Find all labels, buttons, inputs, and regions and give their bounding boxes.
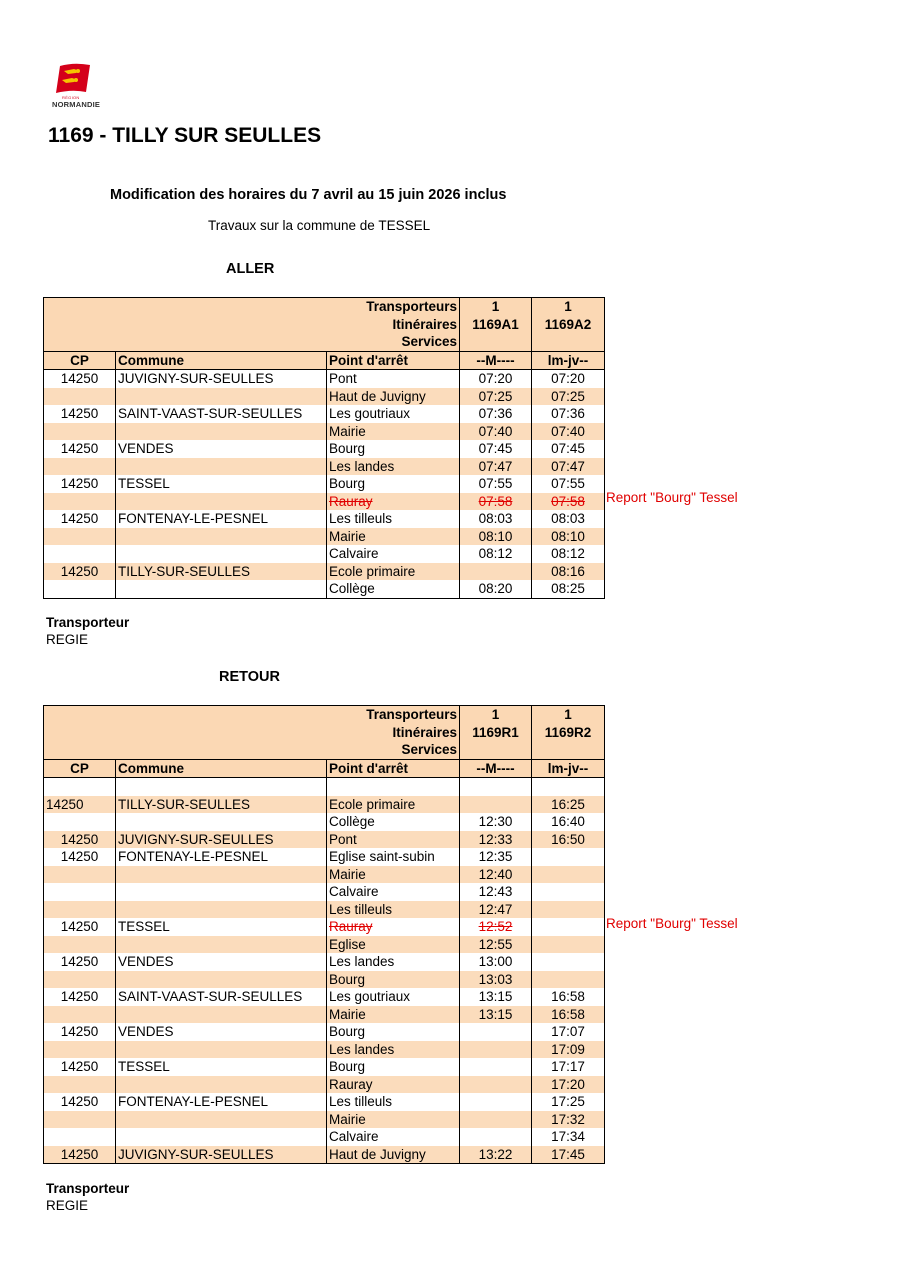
table-row [44,1146,605,1164]
time-cell-service-2: 16:40 [532,813,605,831]
commune-cell [116,813,327,831]
stop-cell: Les landes [327,1041,460,1059]
time-cell-service-2: 16:50 [532,831,605,849]
time-cell-service-2: 17:25 [532,1093,605,1111]
cp-cell [44,1076,116,1094]
time-cell-service-2 [532,883,605,901]
stop-cell: Collège [327,580,460,598]
commune-cell: JUVIGNY-SUR-SEULLES [116,1146,327,1164]
cp-cell: 14250 [44,475,116,493]
aller-itineraire-2: 1169A2 [532,316,605,334]
stop-cell: Mairie [327,423,460,441]
cp-cell [44,545,116,563]
aller-service-2: lm-jv-- [532,351,605,370]
time-cell-service-2: 07:25 [532,388,605,406]
commune-cell [116,388,327,406]
stop-cell: Mairie [327,1111,460,1129]
stop-cell: Les landes [327,458,460,476]
stop-cell: Pont [327,370,460,388]
time-cell-service-2: 07:45 [532,440,605,458]
cp-header: CP [44,759,116,778]
stop-cell: Ecole primaire [327,563,460,581]
time-cell-service-1: 12:30 [460,813,532,831]
stop-cell: Haut de Juvigny [327,1146,460,1164]
table-row [44,563,605,581]
cp-cell [44,1128,116,1146]
time-cell-service-2 [532,866,605,884]
cp-cell: 14250 [44,510,116,528]
commune-cell [116,423,327,441]
time-cell-service-1: 12:43 [460,883,532,901]
transporteurs-label: Transporteurs [44,298,460,316]
retour-report-note: Report "Bourg" Tessel [606,916,738,931]
table-row [44,813,605,831]
table-row [44,510,605,528]
time-cell-service-1: 08:12 [460,545,532,563]
cp-cell [44,901,116,919]
time-cell-service-1: 12:33 [460,831,532,849]
cp-cell: 14250 [44,988,116,1006]
commune-cell: FONTENAY-LE-PESNEL [116,1093,327,1111]
time-cell-service-1: 12:35 [460,848,532,866]
cp-cell [44,1041,116,1059]
stop-cell: Bourg [327,1023,460,1041]
table-row [44,405,605,423]
normandie-flag-icon [50,62,96,96]
cp-cell [44,1006,116,1024]
time-cell-service-2: 17:32 [532,1111,605,1129]
table-row [44,1111,605,1129]
aller-report-note: Report "Bourg" Tessel [606,490,738,505]
cp-cell: 14250 [44,1058,116,1076]
stop-cell: Mairie [327,528,460,546]
commune-cell [116,1041,327,1059]
stop-cell: Calvaire [327,545,460,563]
commune-cell [116,458,327,476]
cp-cell: 14250 [44,1023,116,1041]
commune-cell: JUVIGNY-SUR-SEULLES [116,370,327,388]
time-cell-service-1 [460,1076,532,1094]
itineraires-label: Itinéraires [44,316,460,334]
cp-cell: 14250 [44,563,116,581]
aller-title: ALLER [226,261,275,277]
cp-cell: 14250 [44,953,116,971]
cp-cell [44,388,116,406]
table-row [44,866,605,884]
time-cell-service-2: 08:25 [532,580,605,598]
table-row [44,1076,605,1094]
cp-cell [44,936,116,954]
time-cell-service-2: 08:10 [532,528,605,546]
modification-subtitle: Modification des horaires du 7 avril au 15 juin 2026 inclus [110,187,507,203]
commune-cell [116,1076,327,1094]
time-cell-service-2: 17:17 [532,1058,605,1076]
aller-rows [44,370,605,599]
cp-cell: 14250 [44,918,116,936]
retour-transporteur-value: REGIE [46,1198,89,1213]
table-row [44,1006,605,1024]
retour-transporteur-1: 1 [460,706,532,724]
stop-cell: Les tilleuls [327,901,460,919]
commune-cell: TESSEL [116,475,327,493]
stop-cell: Les goutriaux [327,988,460,1006]
time-cell-service-1: 07:36 [460,405,532,423]
commune-header: Commune [116,759,327,778]
table-row [44,831,605,849]
time-cell-service-1 [460,563,532,581]
time-cell-service-2: 07:36 [532,405,605,423]
stop-cell: Bourg [327,475,460,493]
time-cell-service-2: 17:34 [532,1128,605,1146]
stop-cell: Rauray [327,918,460,936]
stop-cell: Les goutriaux [327,405,460,423]
cp-cell: 14250 [44,405,116,423]
commune-cell [116,883,327,901]
commune-cell: JUVIGNY-SUR-SEULLES [116,831,327,849]
time-cell-service-2 [532,953,605,971]
time-cell-service-1: 08:03 [460,510,532,528]
time-cell-service-2: 08:03 [532,510,605,528]
services-label: Services [44,333,460,351]
table-row [44,848,605,866]
time-cell-service-2: 07:20 [532,370,605,388]
cp-cell [44,493,116,511]
stop-cell: Bourg [327,440,460,458]
cp-cell [44,1111,116,1129]
time-cell-service-1: 13:15 [460,1006,532,1024]
cp-cell: 14250 [44,440,116,458]
table-row [44,475,605,493]
time-cell-service-1: 13:15 [460,988,532,1006]
table-row [44,440,605,458]
retour-itineraire-1: 1169R1 [460,724,532,742]
commune-cell: TILLY-SUR-SEULLES [116,796,327,814]
commune-cell [116,936,327,954]
commune-cell [116,971,327,989]
table-row [44,988,605,1006]
time-cell-service-1 [460,1128,532,1146]
stop-cell: Ecole primaire [327,796,460,814]
table-row [44,1128,605,1146]
time-cell-service-2: 16:58 [532,988,605,1006]
stop-cell: Mairie [327,866,460,884]
table-row [44,388,605,406]
services-label: Services [44,741,460,759]
aller-service-1: --M---- [460,351,532,370]
time-cell-service-1 [460,796,532,814]
time-cell-service-1: 07:55 [460,475,532,493]
stop-cell: Bourg [327,971,460,989]
retour-rows [44,796,605,1164]
commune-cell [116,545,327,563]
table-row [44,901,605,919]
time-cell-service-2: 17:45 [532,1146,605,1164]
time-cell-service-2 [532,901,605,919]
time-cell-service-1: 13:03 [460,971,532,989]
commune-cell: TESSEL [116,918,327,936]
time-cell-service-2: 07:40 [532,423,605,441]
commune-cell [116,493,327,511]
stop-cell: Rauray [327,493,460,511]
table-row [44,1041,605,1059]
time-cell-service-1: 12:52 [460,918,532,936]
table-row [44,936,605,954]
commune-cell [116,1111,327,1129]
time-cell-service-1: 07:25 [460,388,532,406]
aller-transporteur-label: Transporteur [46,615,130,630]
commune-cell [116,1128,327,1146]
aller-transporteur-2: 1 [532,298,605,316]
table-row [44,493,605,511]
time-cell-service-1 [460,1058,532,1076]
commune-cell: SAINT-VAAST-SUR-SEULLES [116,405,327,423]
commune-cell: VENDES [116,953,327,971]
time-cell-service-1: 07:40 [460,423,532,441]
time-cell-service-1: 07:45 [460,440,532,458]
table-row [44,1058,605,1076]
time-cell-service-2: 17:20 [532,1076,605,1094]
works-note: Travaux sur la commune de TESSEL [208,218,431,233]
table-row [44,796,605,814]
cp-cell [44,971,116,989]
time-cell-service-1: 08:10 [460,528,532,546]
time-cell-service-2: 16:25 [532,796,605,814]
time-cell-service-1: 12:47 [460,901,532,919]
table-row [44,528,605,546]
commune-cell: FONTENAY-LE-PESNEL [116,510,327,528]
time-cell-service-1: 12:40 [460,866,532,884]
time-cell-service-1: 07:58 [460,493,532,511]
cp-cell: 14250 [44,796,116,814]
retour-title: RETOUR [219,669,280,685]
aller-transporteur-1: 1 [460,298,532,316]
time-cell-service-1 [460,1111,532,1129]
stop-cell: Calvaire [327,1128,460,1146]
commune-cell: SAINT-VAAST-SUR-SEULLES [116,988,327,1006]
stop-cell: Haut de Juvigny [327,388,460,406]
commune-cell [116,528,327,546]
cp-cell: 14250 [44,831,116,849]
stop-cell: Calvaire [327,883,460,901]
stop-cell: Collège [327,813,460,831]
table-row [44,423,605,441]
table-row [44,458,605,476]
table-row [44,580,605,598]
stop-cell: Mairie [327,1006,460,1024]
time-cell-service-1: 13:00 [460,953,532,971]
cp-cell [44,580,116,598]
stop-cell: Eglise saint-subin [327,848,460,866]
cp-cell: 14250 [44,1146,116,1164]
time-cell-service-2 [532,971,605,989]
retour-transporteur-label: Transporteur [46,1181,130,1196]
page-title: 1169 - TILLY SUR SEULLES [48,124,322,147]
cp-cell [44,458,116,476]
cp-cell [44,423,116,441]
transporteurs-label: Transporteurs [44,706,460,724]
cp-cell: 14250 [44,1093,116,1111]
stop-cell: Pont [327,831,460,849]
commune-cell [116,866,327,884]
time-cell-service-1: 07:47 [460,458,532,476]
aller-itineraire-1: 1169A1 [460,316,532,334]
time-cell-service-2 [532,918,605,936]
time-cell-service-2: 07:55 [532,475,605,493]
time-cell-service-2: 07:58 [532,493,605,511]
commune-cell: TILLY-SUR-SEULLES [116,563,327,581]
time-cell-service-2: 16:58 [532,1006,605,1024]
table-row [44,545,605,563]
time-cell-service-1: 08:20 [460,580,532,598]
cp-cell [44,528,116,546]
commune-cell: VENDES [116,1023,327,1041]
logo-name: NORMANDIE [52,100,101,109]
commune-cell [116,901,327,919]
cp-cell [44,813,116,831]
retour-service-2: lm-jv-- [532,759,605,778]
retour-itineraire-2: 1169R2 [532,724,605,742]
commune-cell [116,580,327,598]
itineraires-label: Itinéraires [44,724,460,742]
aller-timetable [43,297,605,599]
stop-header: Point d'arrêt [327,351,460,370]
commune-cell: VENDES [116,440,327,458]
table-row [44,918,605,936]
commune-cell: FONTENAY-LE-PESNEL [116,848,327,866]
commune-cell [116,1006,327,1024]
time-cell-service-1 [460,1093,532,1111]
stop-cell: Les tilleuls [327,510,460,528]
stop-cell: Rauray [327,1076,460,1094]
time-cell-service-2: 08:12 [532,545,605,563]
stop-cell: Les tilleuls [327,1093,460,1111]
commune-cell: TESSEL [116,1058,327,1076]
table-row [44,971,605,989]
time-cell-service-2: 17:07 [532,1023,605,1041]
time-cell-service-2 [532,936,605,954]
time-cell-service-2: 08:16 [532,563,605,581]
time-cell-service-1: 12:55 [460,936,532,954]
table-row [44,1093,605,1111]
stop-cell: Bourg [327,1058,460,1076]
time-cell-service-1: 07:20 [460,370,532,388]
table-row [44,1023,605,1041]
cp-cell: 14250 [44,848,116,866]
time-cell-service-2: 07:47 [532,458,605,476]
cp-cell [44,883,116,901]
table-row [44,883,605,901]
commune-header: Commune [116,351,327,370]
time-cell-service-1 [460,1041,532,1059]
table-row [44,953,605,971]
time-cell-service-1 [460,1023,532,1041]
time-cell-service-1: 13:22 [460,1146,532,1164]
retour-transporteur-2: 1 [532,706,605,724]
stop-cell: Les landes [327,953,460,971]
cp-cell: 14250 [44,370,116,388]
cp-cell [44,866,116,884]
logo-small-text: RÉGION [62,95,80,100]
stop-cell: Eglise [327,936,460,954]
cp-header: CP [44,351,116,370]
stop-header: Point d'arrêt [327,759,460,778]
table-row [44,370,605,388]
retour-service-1: --M---- [460,759,532,778]
time-cell-service-2 [532,848,605,866]
aller-transporteur-value: REGIE [46,632,89,647]
time-cell-service-2: 17:09 [532,1041,605,1059]
retour-timetable [43,705,605,1164]
